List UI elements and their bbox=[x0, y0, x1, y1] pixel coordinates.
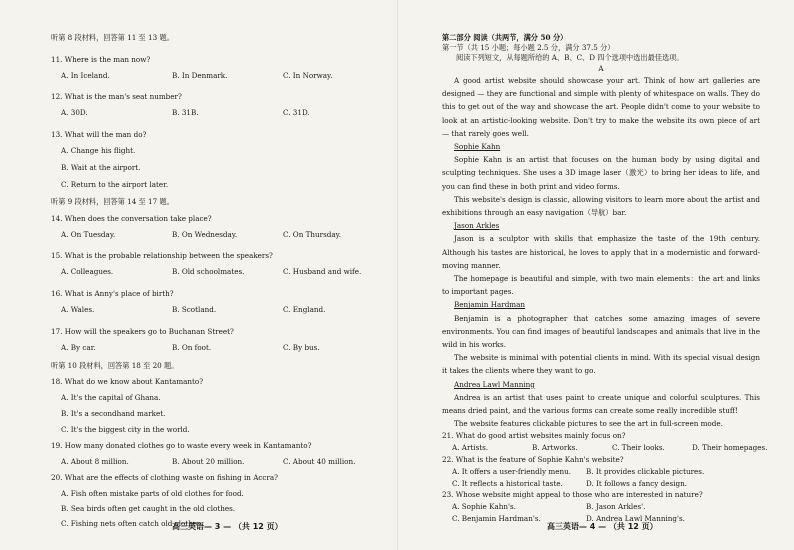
option: B. 31B. bbox=[172, 108, 199, 118]
options-23a bbox=[442, 501, 794, 513]
option: B. Old schoolmates. bbox=[172, 267, 245, 277]
passage-label: A bbox=[598, 64, 604, 73]
paragraph: Andrea is an artist that uses paint to create unique and colorful sculptures. This means dried paint, and the various forms can create some really incredible stuff! bbox=[442, 392, 760, 416]
option: B. In Denmark. bbox=[172, 70, 228, 80]
option: B. Jason Arkles'. bbox=[586, 502, 646, 512]
question-11: 11. Where is the man now? bbox=[51, 54, 151, 64]
instructions: 阅读下列短文，从每题所给的 A、B、C、D 四个选项中选出最佳选项。 bbox=[456, 53, 684, 62]
paragraph: Sophie Kahn is an artist that focuses on the human body by using digital and sculpting techniques. She uses a 3D image laser（激光）to bring her ideas to life, and you can find these in both print and video forms. bbox=[442, 155, 760, 191]
question-16: 16. What is Anny's place of birth? bbox=[51, 288, 174, 298]
option: C. About 40 million. bbox=[283, 456, 356, 466]
option: D. It follows a fancy design. bbox=[586, 478, 687, 488]
section-heading: 听第 8 段材料，回答第 11 至 13 题。 bbox=[51, 33, 174, 42]
options-19 bbox=[51, 457, 397, 467]
options-17 bbox=[51, 343, 397, 353]
option: A. 30D. bbox=[61, 108, 88, 118]
options-22a bbox=[442, 466, 794, 478]
option: C. By bus. bbox=[283, 342, 320, 352]
right-page bbox=[397, 0, 794, 550]
option: A. Fish often mistake parts of old clothes for food. bbox=[61, 488, 244, 498]
option: A. Change his flight. bbox=[61, 145, 136, 155]
question-13: 13. What will the man do? bbox=[51, 129, 147, 139]
option: B. On foot. bbox=[172, 342, 212, 352]
option: B. Scotland. bbox=[172, 304, 217, 314]
option: B. About 20 million. bbox=[172, 456, 245, 466]
option: B. Artworks. bbox=[532, 443, 578, 453]
question-21: 21. What do good artist websites mainly focus on? bbox=[442, 431, 626, 441]
section-heading: 听第 10 段材料，回答第 18 至 20 题。 bbox=[51, 360, 179, 370]
options-15 bbox=[51, 267, 397, 277]
options-12 bbox=[51, 108, 397, 118]
question-12: 12. What is the man's seat number? bbox=[51, 92, 182, 102]
option: B. Wait at the airport. bbox=[61, 162, 141, 172]
option: A. Artists. bbox=[452, 443, 489, 453]
option: C. Fishing nets often catch old clothes. bbox=[61, 518, 204, 528]
page-footer: 高三英语— 4 — （共 12 页） bbox=[547, 522, 658, 531]
paragraph: The homepage is beautiful and simple, with two main elements：the art and links to important pages. bbox=[442, 274, 760, 297]
option: A. In Iceland. bbox=[61, 70, 110, 80]
paragraph: This website's design is classic, allowing visitors to learn more about the artist and exhibitions through an easy navigation（导航）bar. bbox=[442, 194, 760, 218]
option: A. Colleagues. bbox=[61, 267, 114, 277]
section-heading: 第一节（共 15 小题；每小题 2.5 分，满分 37.5 分） bbox=[442, 43, 615, 52]
paragraph: Jason is a sculptor with skills that emphasize the taste of the 19th century. Although his tastes are historical, he loves to apply that in a modernistic and forward-moving manner. bbox=[442, 234, 760, 270]
option: D. Their homepages. bbox=[692, 443, 768, 453]
option: B. It provides clickable pictures. bbox=[586, 466, 705, 476]
option: A. Wales. bbox=[61, 304, 95, 314]
option: C. In Norway. bbox=[283, 70, 333, 80]
option: B. Sea birds often get caught in the old clothes. bbox=[61, 503, 236, 513]
option: A. On Tuesday. bbox=[61, 229, 116, 239]
options-21 bbox=[442, 442, 794, 454]
option: B. It's a secondhand market. bbox=[61, 408, 166, 418]
question-14: 14. When does the conversation take place? bbox=[51, 213, 212, 223]
option: C. Benjamin Hardman's. bbox=[452, 514, 541, 524]
option: C. It's the biggest city in the world. bbox=[61, 424, 190, 434]
option: C. England. bbox=[283, 304, 326, 314]
paragraph: The website is minimal with potential clients in mind. With its special visual design it takes the clients where they want to go. bbox=[442, 353, 760, 376]
question-22: 22. What is the feature of Sophie Kahn's website? bbox=[442, 455, 624, 465]
option: D. Andrea Lawl Manning's. bbox=[586, 514, 685, 524]
option: A. By car. bbox=[61, 342, 96, 352]
page-footer: 高三英语— 3 — （共 12 页） bbox=[172, 522, 283, 531]
options-11 bbox=[51, 71, 397, 81]
option: C. Husband and wife. bbox=[283, 267, 362, 277]
option: C. Return to the airport later. bbox=[61, 179, 169, 189]
part-heading: 第二部分 阅读（共两节，满分 50 分） bbox=[442, 33, 568, 42]
paragraph: Benjamin is a photographer that catches some amazing images of severe environments. You can find images of beautiful landscapes and animals that live in the wild in his works. bbox=[442, 313, 760, 350]
option: A. Sophie Kahn's. bbox=[452, 502, 516, 512]
options-22b bbox=[442, 478, 794, 490]
options-16 bbox=[51, 305, 397, 315]
paragraph: The website features clickable pictures to see the art in full-screen mode. bbox=[454, 419, 723, 429]
question-19: 19. How many donated clothes go to waste every week in Kantamanto? bbox=[51, 440, 312, 450]
option: C. It reflects a historical taste. bbox=[452, 478, 563, 488]
option: C. Their looks. bbox=[612, 443, 665, 453]
artist-heading: Andrea Lawl Manning bbox=[454, 379, 535, 389]
options-14 bbox=[51, 230, 397, 240]
artist-heading: Jason Arkles bbox=[454, 221, 500, 231]
paragraph: A good artist website should showcase your art. Think of how art galleries are designed — they are functional and simple with plenty of whitespace on walls. They do this to get out of the way and showcase the art. People didn't come to your website to look at an artistic-looking website. Don't try to make the website its own piece of art — that rarely goes well. bbox=[442, 76, 760, 138]
section-heading: 听第 9 段材料，回答第 14 至 17 题。 bbox=[51, 196, 174, 206]
question-18: 18. What do we know about Kantamanto? bbox=[51, 376, 204, 386]
option: A. About 8 million. bbox=[61, 456, 129, 466]
option: A. It's the capital of Ghana. bbox=[61, 392, 161, 402]
question-20: 20. What are the effects of clothing waste on fishing in Accra? bbox=[51, 472, 279, 482]
artist-heading: Benjamin Hardman bbox=[454, 300, 526, 310]
artist-heading: Sophie Kahn bbox=[454, 142, 501, 152]
option: C. 31D. bbox=[283, 108, 310, 118]
option: B. On Wednesday. bbox=[172, 229, 238, 239]
question-23: 23. Whose website might appeal to those who are interested in nature? bbox=[442, 490, 703, 500]
option: C. On Thursday. bbox=[283, 229, 342, 239]
option: A. It offers a user-friendly menu. bbox=[452, 466, 572, 476]
question-15: 15. What is the probable relationship between the speakers? bbox=[51, 251, 273, 261]
question-17: 17. How will the speakers go to Buchanan Street? bbox=[51, 326, 234, 336]
